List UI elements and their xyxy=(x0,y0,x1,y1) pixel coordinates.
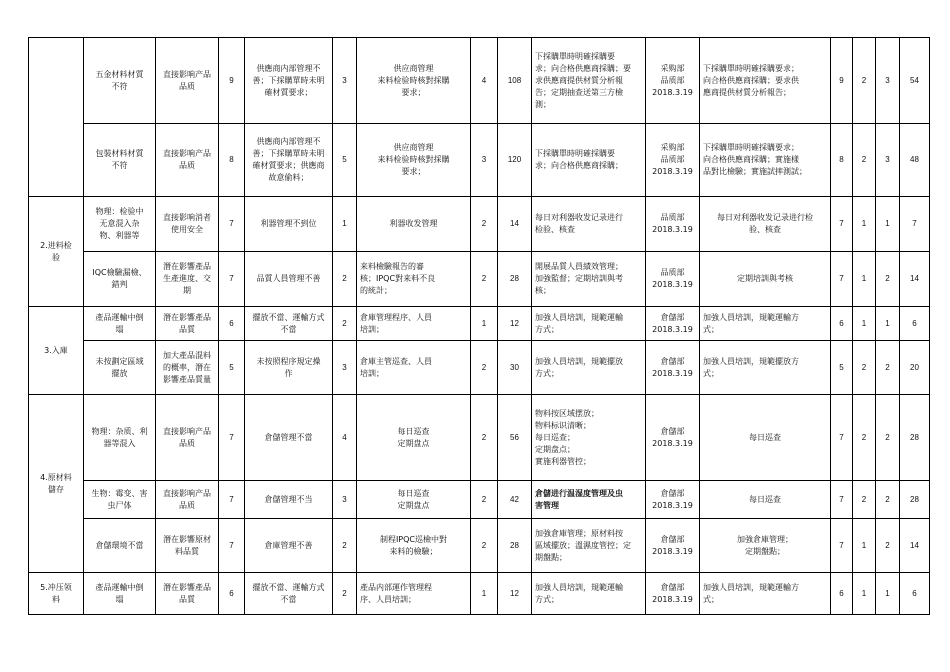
responsibility-cell: 倉儲部 2018.3.19 xyxy=(646,573,700,615)
cause-cell: 倉儲管理不當 xyxy=(245,395,333,481)
failure-mode-cell: 包裝材料材質 不符 xyxy=(84,124,156,197)
detection-cell: 2 xyxy=(471,481,498,519)
rpn-cell: 28 xyxy=(498,252,532,307)
new-rpn-cell: 14 xyxy=(900,252,930,307)
new-occurrence-cell: 2 xyxy=(853,481,876,519)
table-row xyxy=(29,395,930,481)
detection-cell: 2 xyxy=(471,197,498,252)
occurrence-cell: 2 xyxy=(333,519,357,573)
cause-cell: 未按照程序規定操 作 xyxy=(245,341,333,395)
control-cell: 每日巡查 定期盘点 xyxy=(357,481,471,519)
table-row xyxy=(29,252,930,307)
new-occurrence-cell: 1 xyxy=(853,252,876,307)
action-taken-cell: 每日巡查 xyxy=(700,395,831,481)
new-rpn-cell: 7 xyxy=(900,197,930,252)
action-taken-cell: 下採購單時明確採購要求； 向合格供應商採購；要求供 應商提供材質分析報告； xyxy=(700,38,831,124)
detection-cell: 2 xyxy=(471,395,498,481)
new-severity-cell: 6 xyxy=(831,573,853,615)
new-detection-cell: 2 xyxy=(876,341,900,395)
severity-cell: 6 xyxy=(219,307,245,341)
rpn-cell: 14 xyxy=(498,197,532,252)
new-detection-cell: 2 xyxy=(876,519,900,573)
detection-cell: 2 xyxy=(471,341,498,395)
action-taken-cell: 每日对利器收发记录进行检 验、核查 xyxy=(700,197,831,252)
new-severity-cell: 7 xyxy=(831,395,853,481)
cause-cell: 倉庫管理不善 xyxy=(245,519,333,573)
failure-mode-cell: 產品運輸中倒 塌 xyxy=(84,573,156,615)
new-severity-cell: 9 xyxy=(831,38,853,124)
new-severity-cell: 8 xyxy=(831,124,853,197)
severity-cell: 5 xyxy=(219,341,245,395)
action-taken-cell: 加強倉庫管理； 定期盤點； xyxy=(700,519,831,573)
new-rpn-cell: 54 xyxy=(900,38,930,124)
recommended-action-cell: 倉儲进行温湿度管理及虫 害管理 xyxy=(532,481,646,519)
recommended-action-cell: 加強人員培訓，規範運輸 方式； xyxy=(532,573,646,615)
rpn-cell: 120 xyxy=(498,124,532,197)
process-cell: 5.冲压领 料 xyxy=(29,573,84,615)
failure-mode-cell: 產品運輸中倒 塌 xyxy=(84,307,156,341)
responsibility-cell: 采购部 品质部 2018.3.19 xyxy=(646,124,700,197)
severity-cell: 8 xyxy=(219,124,245,197)
control-cell: 供应商管理 来料检验時核對採購 要求； xyxy=(357,38,471,124)
new-detection-cell: 3 xyxy=(876,124,900,197)
detection-cell: 1 xyxy=(471,307,498,341)
new-severity-cell: 7 xyxy=(831,252,853,307)
table-row xyxy=(29,481,930,519)
failure-effect-cell: 潛在影響原材 料品質 xyxy=(156,519,219,573)
failure-effect-cell: 直接影响产品 品质 xyxy=(156,124,219,197)
rpn-cell: 12 xyxy=(498,307,532,341)
new-severity-cell: 5 xyxy=(831,341,853,395)
recommended-action-cell: 開展品質人員績效管理； 加強監督；定期培訓與考 核； xyxy=(532,252,646,307)
action-taken-cell: 下採購單時明確採購要求； 向合格供應商採購；實施樣 品對比檢驗；實施試摔測試； xyxy=(700,124,831,197)
table-row xyxy=(29,573,930,615)
table-row xyxy=(29,197,930,252)
severity-cell: 7 xyxy=(219,481,245,519)
new-detection-cell: 2 xyxy=(876,481,900,519)
detection-cell: 4 xyxy=(471,38,498,124)
new-occurrence-cell: 2 xyxy=(853,395,876,481)
new-rpn-cell: 28 xyxy=(900,395,930,481)
rpn-cell: 28 xyxy=(498,519,532,573)
process-cell: 2.进料检 验 xyxy=(29,197,84,307)
new-detection-cell: 3 xyxy=(876,38,900,124)
new-severity-cell: 7 xyxy=(831,197,853,252)
failure-effect-cell: 直接影响消者 使用安全 xyxy=(156,197,219,252)
action-taken-cell: 加強人員培訓，規範運輸方 式； xyxy=(700,573,831,615)
new-rpn-cell: 48 xyxy=(900,124,930,197)
responsibility-cell: 倉儲部 2018.3.19 xyxy=(646,519,700,573)
detection-cell: 2 xyxy=(471,252,498,307)
rpn-cell: 12 xyxy=(498,573,532,615)
new-severity-cell: 7 xyxy=(831,481,853,519)
new-occurrence-cell: 1 xyxy=(853,519,876,573)
failure-mode-cell: 生物：霉变、害 虫尸体 xyxy=(84,481,156,519)
failure-effect-cell: 加大產品混料 的概率，潛在 影響產品質量 xyxy=(156,341,219,395)
occurrence-cell: 3 xyxy=(333,481,357,519)
action-taken-cell: 加強人員培訓，規範擺放方 式； xyxy=(700,341,831,395)
occurrence-cell: 2 xyxy=(333,252,357,307)
responsibility-cell: 倉儲部 2018.3.19 xyxy=(646,307,700,341)
control-cell: 每日巡查 定期盘点 xyxy=(357,395,471,481)
table-row xyxy=(29,307,930,341)
control-cell: 制程IPQC巡檢中對 来料的檢驗； xyxy=(357,519,471,573)
recommended-action-cell: 下採購單時明確採購要 求；向合格供應商採購； xyxy=(532,124,646,197)
occurrence-cell: 2 xyxy=(333,573,357,615)
failure-mode-cell: 倉儲環境不當 xyxy=(84,519,156,573)
failure-mode-cell: 物理：杂质、利 器等混入 xyxy=(84,395,156,481)
failure-mode-cell: IQC檢驗漏檢、 錯判 xyxy=(84,252,156,307)
cause-cell: 倉儲管理不当 xyxy=(245,481,333,519)
table-row xyxy=(29,341,930,395)
action-taken-cell: 定期培訓與考核 xyxy=(700,252,831,307)
control-cell: 倉庫管理程序、人員 培訓； xyxy=(357,307,471,341)
recommended-action-cell: 物料按区域摆放； 物料标识清晰； 每日巡查； 定期盘点； 實施利器管控； xyxy=(532,395,646,481)
severity-cell: 7 xyxy=(219,519,245,573)
new-occurrence-cell: 1 xyxy=(853,197,876,252)
control-cell: 来料檢驗報告的審 核；IPQC對来料不良 的統計； xyxy=(357,252,471,307)
failure-mode-cell: 五金材料材質 不符 xyxy=(84,38,156,124)
new-detection-cell: 2 xyxy=(876,395,900,481)
control-cell: 利器收发管理 xyxy=(357,197,471,252)
failure-effect-cell: 直接影响产品 品质 xyxy=(156,38,219,124)
severity-cell: 7 xyxy=(219,252,245,307)
new-rpn-cell: 6 xyxy=(900,307,930,341)
process-cell xyxy=(29,38,84,197)
failure-effect-cell: 潛在影響產品 品質 xyxy=(156,307,219,341)
occurrence-cell: 3 xyxy=(333,38,357,124)
rpn-cell: 42 xyxy=(498,481,532,519)
detection-cell: 1 xyxy=(471,573,498,615)
rpn-cell: 108 xyxy=(498,38,532,124)
new-rpn-cell: 6 xyxy=(900,573,930,615)
new-rpn-cell: 14 xyxy=(900,519,930,573)
responsibility-cell: 倉儲部 2018.3.19 xyxy=(646,341,700,395)
recommended-action-cell: 每日对利器收发记录进行 检验、核查 xyxy=(532,197,646,252)
table-row xyxy=(29,38,930,124)
severity-cell: 7 xyxy=(219,197,245,252)
process-cell: 3.入庫 xyxy=(29,307,84,395)
detection-cell: 2 xyxy=(471,519,498,573)
detection-cell: 3 xyxy=(471,124,498,197)
responsibility-cell: 倉儲部 2018.3.19 xyxy=(646,481,700,519)
cause-cell: 擺放不當、運輸方式 不當 xyxy=(245,573,333,615)
failure-effect-cell: 直接影响产品 品质 xyxy=(156,481,219,519)
new-severity-cell: 7 xyxy=(831,519,853,573)
responsibility-cell: 采购部 品质部 2018.3.19 xyxy=(646,38,700,124)
cause-cell: 利器管理不到位 xyxy=(245,197,333,252)
control-cell: 倉庫主管巡查、人員 培訓； xyxy=(357,341,471,395)
recommended-action-cell: 加強倉庫管理；原材料按 區域擺放；溫濕度管控；定 期盤點； xyxy=(532,519,646,573)
severity-cell: 6 xyxy=(219,573,245,615)
new-detection-cell: 1 xyxy=(876,307,900,341)
new-rpn-cell: 20 xyxy=(900,341,930,395)
responsibility-cell: 品质部 2018.3.19 xyxy=(646,197,700,252)
new-occurrence-cell: 2 xyxy=(853,38,876,124)
new-detection-cell: 1 xyxy=(876,197,900,252)
occurrence-cell: 2 xyxy=(333,307,357,341)
occurrence-cell: 4 xyxy=(333,395,357,481)
failure-effect-cell: 潛在影響產品 生產進度、交 期 xyxy=(156,252,219,307)
responsibility-cell: 品质部 2018.3.19 xyxy=(646,252,700,307)
failure-effect-cell: 潛在影響產品 品質 xyxy=(156,573,219,615)
occurrence-cell: 1 xyxy=(333,197,357,252)
control-cell: 供应商管理 来料检验時核對採購 要求； xyxy=(357,124,471,197)
failure-mode-cell: 未按劃定區域 擺放 xyxy=(84,341,156,395)
table-row xyxy=(29,124,930,197)
fmea-table xyxy=(28,37,930,615)
recommended-action-cell: 加強人員培訓，規範擺放 方式； xyxy=(532,341,646,395)
action-taken-cell: 每日巡查 xyxy=(700,481,831,519)
cause-cell: 品質人員管理不善 xyxy=(245,252,333,307)
occurrence-cell: 3 xyxy=(333,341,357,395)
new-rpn-cell: 28 xyxy=(900,481,930,519)
cause-cell: 供應商内部管理不 善；下採購單時未明 確材質要求； xyxy=(245,38,333,124)
severity-cell: 7 xyxy=(219,395,245,481)
recommended-action-cell: 下採購單時明確採購要 求；向合格供應商採購；要 求供應商提供材質分析報 告；定期抽查送第三方檢 測； xyxy=(532,38,646,124)
rpn-cell: 30 xyxy=(498,341,532,395)
new-occurrence-cell: 2 xyxy=(853,341,876,395)
new-occurrence-cell: 1 xyxy=(853,573,876,615)
process-cell: 4.原材料 儲存 xyxy=(29,395,84,573)
severity-cell: 9 xyxy=(219,38,245,124)
new-occurrence-cell: 2 xyxy=(853,124,876,197)
recommended-action-cell: 加強人員培訓，規範運輸 方式； xyxy=(532,307,646,341)
new-occurrence-cell: 1 xyxy=(853,307,876,341)
cause-cell: 擺放不當、運輸方式 不當 xyxy=(245,307,333,341)
cause-cell: 供應商内部管理不 善；下採購單時未明 確材質要求；供應商 故意偷料； xyxy=(245,124,333,197)
failure-mode-cell: 物理：检验中 无意混入杂 物、利器等 xyxy=(84,197,156,252)
action-taken-cell: 加強人員培訓，規範運輸方 式； xyxy=(700,307,831,341)
responsibility-cell: 倉儲部 2018.3.19 xyxy=(646,395,700,481)
rpn-cell: 56 xyxy=(498,395,532,481)
failure-effect-cell: 直接影响产品 品质 xyxy=(156,395,219,481)
occurrence-cell: 5 xyxy=(333,124,357,197)
table-row xyxy=(29,519,930,573)
new-detection-cell: 1 xyxy=(876,573,900,615)
new-detection-cell: 2 xyxy=(876,252,900,307)
new-severity-cell: 6 xyxy=(831,307,853,341)
control-cell: 產品内部運作管理程 序、人員培訓； xyxy=(357,573,471,615)
